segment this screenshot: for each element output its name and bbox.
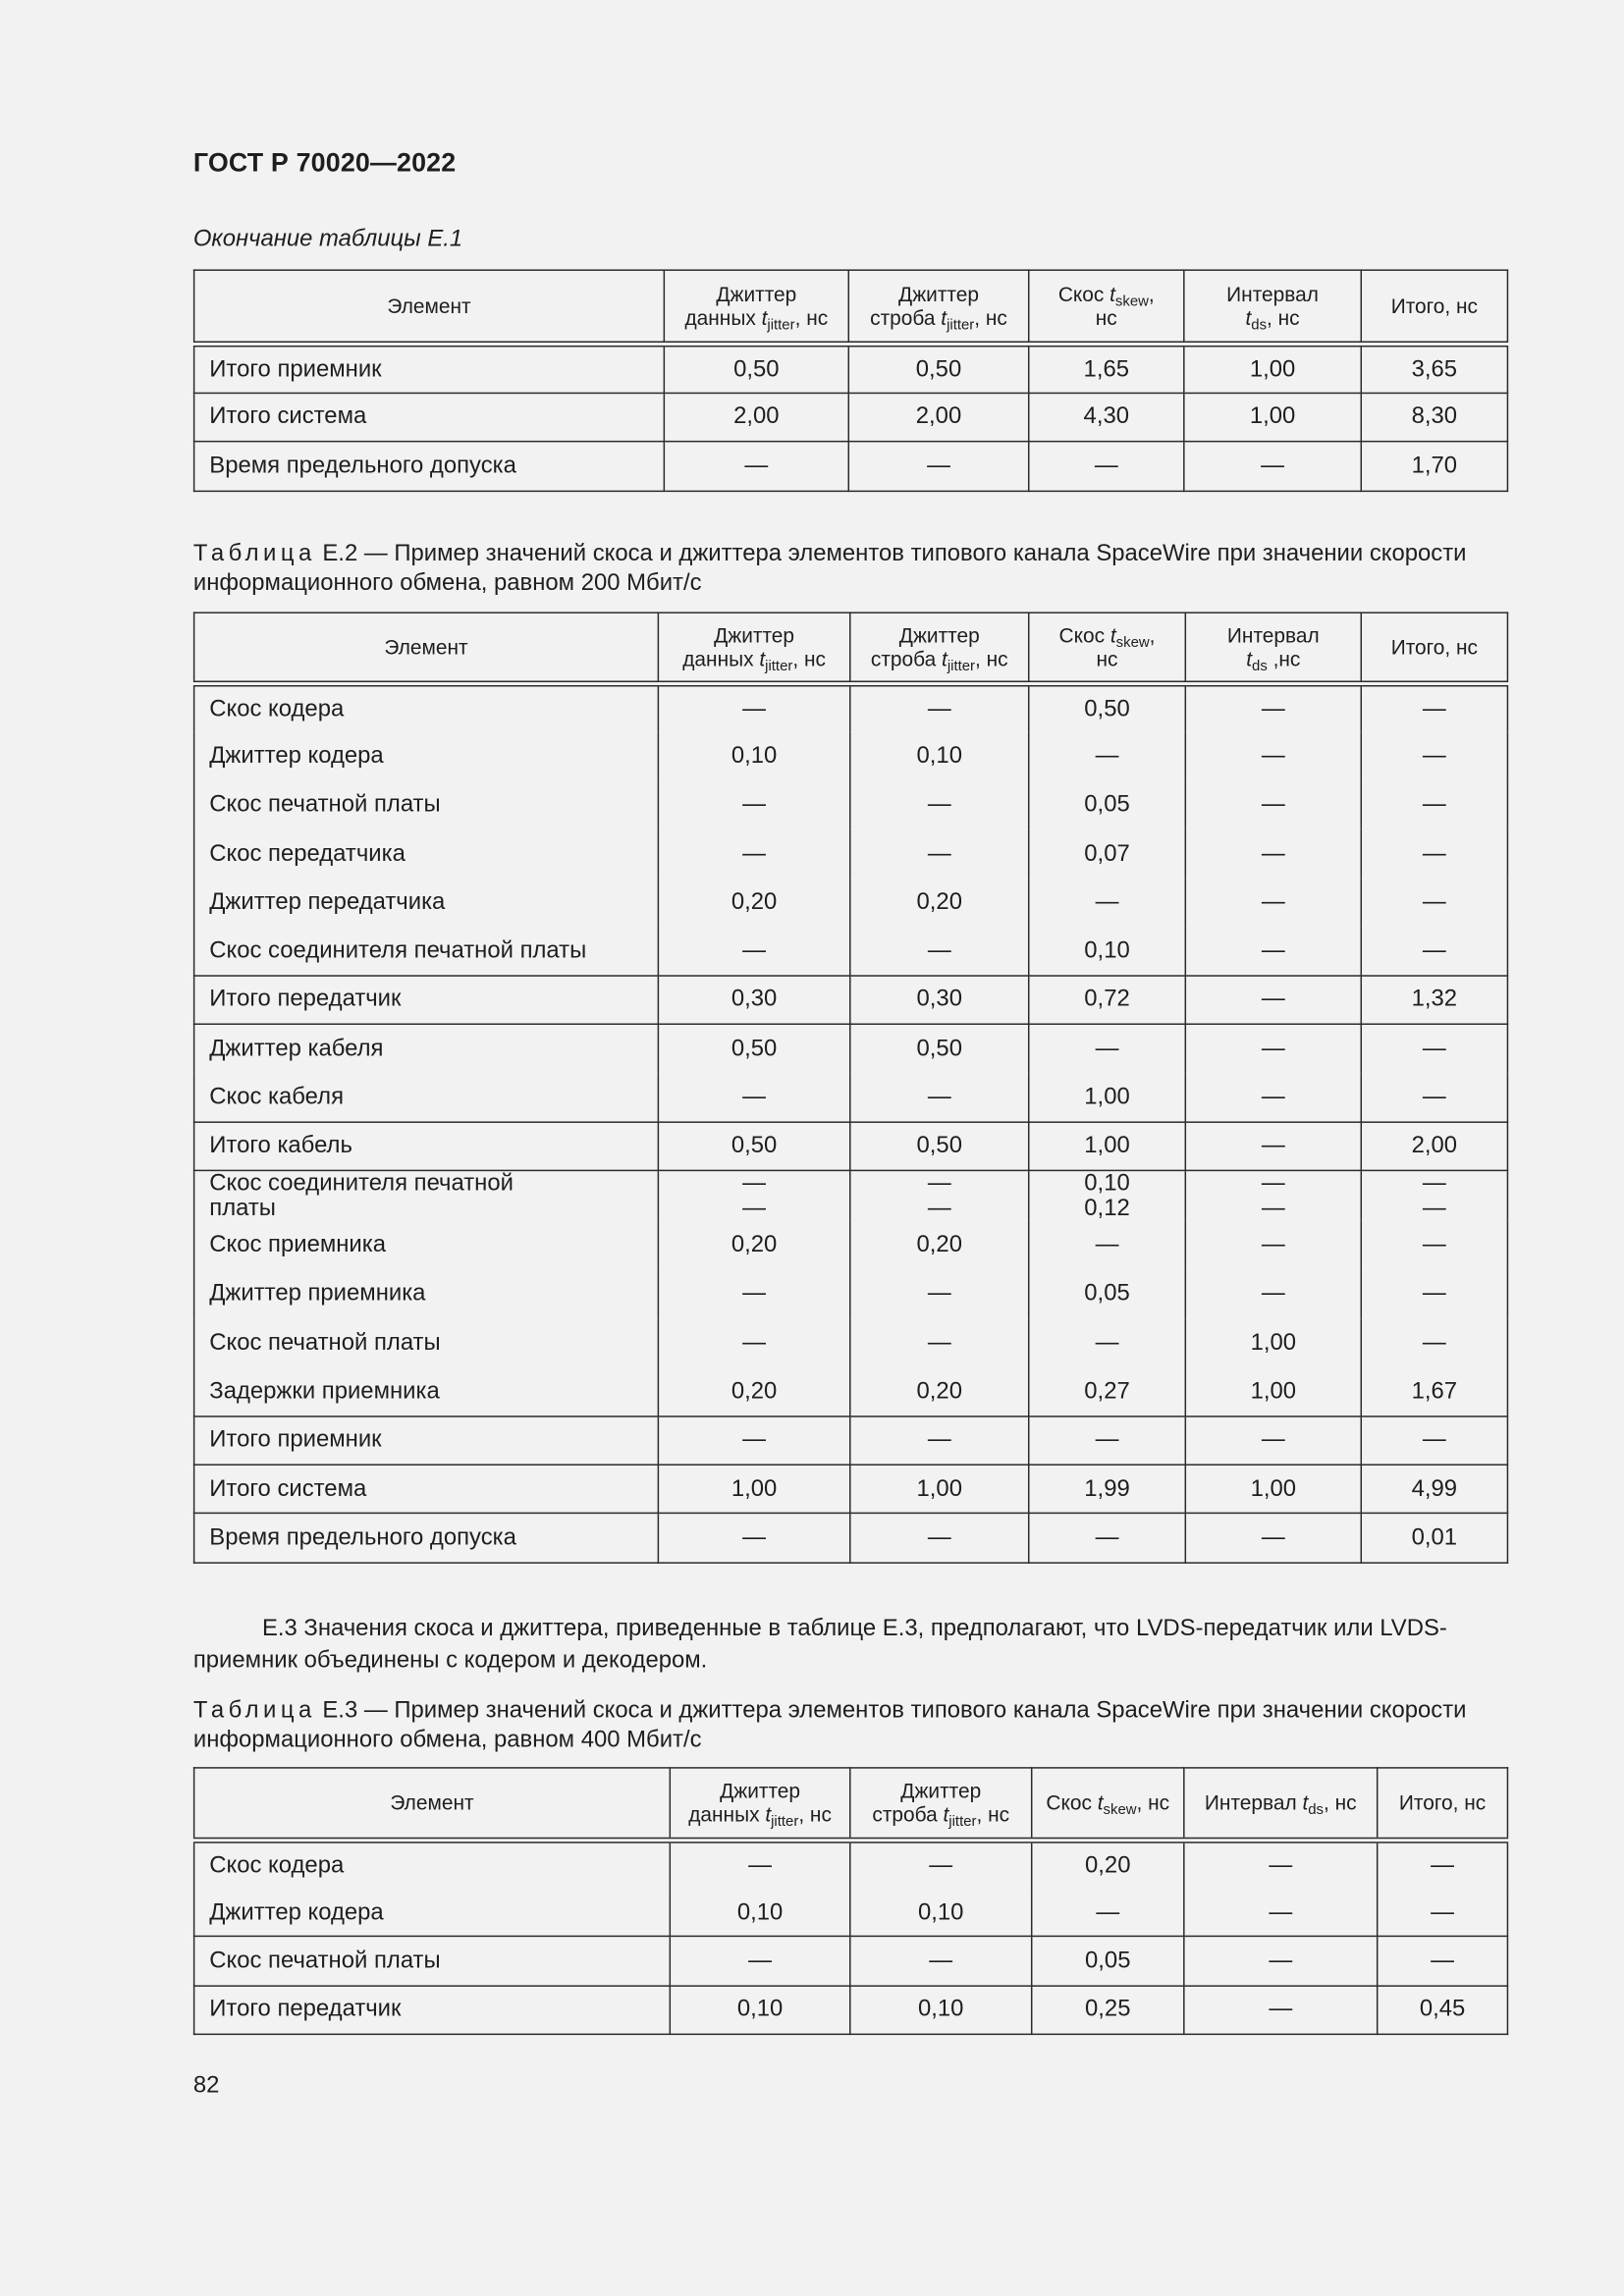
cell-value: 0,01 — [1361, 1514, 1507, 1563]
table-row — [194, 1415, 1508, 1465]
cell-value: — — [850, 1937, 1032, 1985]
table-e3 — [193, 1767, 1508, 2035]
row-label: Скос приемника — [194, 1221, 659, 1270]
cell-value: 0,10 — [850, 1985, 1032, 2033]
cell-value: — — [850, 1840, 1032, 1888]
table-row — [194, 927, 1508, 976]
col-skew: Скос $t_{skew}$, нс — [1032, 1768, 1184, 1840]
cell-value: 1,65 — [1029, 344, 1184, 393]
cell-value: 0,10 — [1029, 927, 1186, 976]
table-row — [194, 393, 1508, 442]
cell-value: — — [1029, 878, 1186, 927]
row-label: Джиттер кодера — [194, 731, 659, 780]
cell-value: 2,00 — [1361, 1122, 1507, 1171]
table-row — [194, 1269, 1508, 1318]
cell-value: 3,65 — [1361, 344, 1507, 393]
cell-value: — — [850, 1318, 1029, 1367]
row-label: Итого приемник — [194, 344, 665, 393]
cell-value: 0,72 — [1029, 976, 1186, 1025]
cell-value: — — [658, 1415, 849, 1465]
table-e1-end — [193, 269, 1508, 491]
row-label: Задержки приемника — [194, 1367, 659, 1416]
col-element: Элемент — [194, 1768, 671, 1840]
row-label: Скос кодера — [194, 683, 659, 732]
cell-value: — — [1184, 1985, 1378, 2033]
cell-value: — — [1184, 442, 1361, 491]
cell-value: — — [1378, 1888, 1508, 1936]
cell-value: — — [1361, 1073, 1507, 1122]
row-label: Итого система — [194, 1465, 659, 1514]
cell-value: 1,00 — [1185, 1367, 1361, 1416]
cell-value: — — [1032, 1888, 1184, 1936]
row-label: Скос соединителя печатной платы — [194, 927, 659, 976]
cell-value: — — [1361, 927, 1507, 976]
cell-value: 1,00 — [1185, 1465, 1361, 1514]
col-jitter-data: Джиттер данных $t_{jitter}$, нс — [658, 613, 849, 683]
cell-value: 0,50 — [1029, 683, 1186, 732]
cell-value: — — [850, 1514, 1029, 1563]
cell-value: 0,20 — [850, 1221, 1029, 1270]
cell-value: 1,00 — [1029, 1073, 1186, 1122]
cell-value: 0,50 — [658, 1024, 849, 1073]
cell-value: — — [1185, 1024, 1361, 1073]
document-id: ГОСТ Р 70020—2022 — [192, 147, 457, 178]
table-header-row — [194, 270, 1508, 344]
table-row — [194, 1318, 1508, 1367]
table-e3-caption: Таблица Е.3 — Пример значений скоса и джиттера элементов типового канала SpaceWire при значении скорости информационного обмена, равном 400 Мбит/с — [192, 1698, 1467, 1753]
col-jitter-data: Джиттер данных $t_{jitter}$, нс — [664, 270, 848, 344]
row-label: Итого кабель — [194, 1122, 659, 1171]
cell-value: — — [1029, 731, 1186, 780]
cell-value: 0,10 — [670, 1985, 849, 2033]
cell-value: — — [1184, 1937, 1378, 1985]
cell-value: 1,67 — [1361, 1367, 1507, 1416]
cell-value: 1,70 — [1361, 442, 1507, 491]
cell-value: — — [1029, 1221, 1186, 1270]
cell-value: — — [670, 1840, 849, 1888]
table-row — [194, 683, 1508, 732]
row-label: Итого система — [194, 393, 665, 442]
cell-value: — — [1185, 1221, 1361, 1270]
cell-value: 0,20 — [658, 1221, 849, 1270]
cell-value: 0,30 — [850, 976, 1029, 1025]
row-label: Джиттер кабеля — [194, 1024, 659, 1073]
cell-value: 0,10 — [670, 1888, 849, 1936]
cell-value: 0,07 — [1029, 829, 1186, 879]
cell-value: — — [1029, 1514, 1186, 1563]
cell-value: — — [1184, 1840, 1378, 1888]
row-label: Скос кодера — [194, 1840, 671, 1888]
table-row — [194, 1024, 1508, 1073]
table-row — [194, 976, 1508, 1025]
cell-value: 0,50 — [848, 344, 1028, 393]
cell-value: 1,99 — [1029, 1465, 1186, 1514]
cell-value: — — [670, 1937, 849, 1985]
col-skew: Скос $t_{skew}$, нс — [1029, 270, 1184, 344]
cell-value: — — [1029, 1024, 1186, 1073]
table-continuation-caption: Окончание таблицы Е.1 — [192, 227, 463, 252]
cell-value: — — — [1185, 1170, 1361, 1220]
cell-value: 0,10 — [850, 731, 1029, 780]
table-row — [194, 731, 1508, 780]
table-row — [194, 1170, 1508, 1220]
cell-value: — — [1185, 1073, 1361, 1122]
cell-value: — — [850, 780, 1029, 829]
cell-value: 0,50 — [850, 1122, 1029, 1171]
col-jitter-strobe: Джиттер строба $t_{jitter}$, нс — [848, 270, 1028, 344]
table-e2-caption: Таблица Е.2 — Пример значений скоса и джиттера элементов типового канала SpaceWire при значении скорости информационного обмена, равном 200 Мбит/с — [192, 541, 1467, 597]
row-label: Время предельного допуска — [194, 1514, 659, 1563]
cell-value: — — [1184, 1888, 1378, 1936]
col-jitter-strobe: Джиттер строба $t_{jitter}$, нс — [850, 1768, 1032, 1840]
table-row — [194, 1985, 1508, 2033]
cell-value: — — [658, 829, 849, 879]
cell-value: — — [1378, 1937, 1508, 1985]
cell-value: 0,25 — [1032, 1985, 1184, 2033]
table-row — [194, 1937, 1508, 1985]
table-header-row — [194, 1768, 1508, 1840]
cell-value: 1,00 — [1184, 344, 1361, 393]
cell-value: — — [1185, 1514, 1361, 1563]
row-label: Итого передатчик — [194, 976, 659, 1025]
cell-value: — — [1361, 1415, 1507, 1465]
col-total: Итого, нс — [1361, 613, 1507, 683]
cell-value: — — — [1361, 1170, 1507, 1220]
cell-value: — — — [850, 1170, 1029, 1220]
cell-value: 1,32 — [1361, 976, 1507, 1025]
table-row — [194, 878, 1508, 927]
cell-value: 0,10 — [850, 1888, 1032, 1936]
row-label: Скос кабеля — [194, 1073, 659, 1122]
cell-value: 1,00 — [1185, 1318, 1361, 1367]
row-label: Скос передатчика — [194, 829, 659, 879]
page-number: 82 — [192, 2072, 220, 2099]
cell-value: — — [1361, 829, 1507, 879]
cell-value: — — [850, 683, 1029, 732]
table-row — [194, 1465, 1508, 1514]
cell-value: 1,00 — [1184, 393, 1361, 442]
cell-value: — — [658, 683, 849, 732]
cell-value: — — [1361, 683, 1507, 732]
table-row — [194, 1122, 1508, 1171]
cell-value: — — [850, 1415, 1029, 1465]
cell-value: 0,10 — [658, 731, 849, 780]
cell-value: 1,00 — [658, 1465, 849, 1514]
row-label: Скос печатной платы — [194, 1318, 659, 1367]
cell-value: 0,20 — [850, 878, 1029, 927]
cell-value: — — [1361, 780, 1507, 829]
cell-value: 0,20 — [658, 1367, 849, 1416]
cell-value: — — [1361, 1024, 1507, 1073]
cell-value: 1,00 — [1029, 1122, 1186, 1171]
cell-value: 0,30 — [658, 976, 849, 1025]
cell-value: — — [1185, 1415, 1361, 1465]
col-jitter-data: Джиттер данных $t_{jitter}$, нс — [670, 1768, 849, 1840]
cell-value: — — [850, 1269, 1029, 1318]
table-e2 — [193, 612, 1508, 1563]
row-label: Скос печатной платы — [194, 1937, 671, 1985]
table-row — [194, 1221, 1508, 1270]
cell-value: — — [664, 442, 848, 491]
cell-value: — — [848, 442, 1028, 491]
table-header-row — [194, 613, 1508, 683]
cell-value: — — [1361, 1318, 1507, 1367]
cell-value: 0,10 0,12 — [1029, 1170, 1186, 1220]
cell-value: 0,05 — [1032, 1937, 1184, 1985]
col-total: Итого, нс — [1378, 1768, 1508, 1840]
table-row — [194, 1073, 1508, 1122]
col-jitter-strobe: Джиттер строба $t_{jitter}$, нс — [850, 613, 1029, 683]
cell-value: — — [1185, 780, 1361, 829]
table-row — [194, 442, 1508, 491]
cell-value: — — [1029, 1415, 1186, 1465]
cell-value: 0,27 — [1029, 1367, 1186, 1416]
cell-value: 2,00 — [848, 393, 1028, 442]
cell-value: — — [658, 1073, 849, 1122]
col-element: Элемент — [194, 270, 665, 344]
cell-value: 0,45 — [1378, 1985, 1508, 2033]
col-interval: Интервал $t_{ds}$, нс — [1184, 1768, 1378, 1840]
cell-value: 4,99 — [1361, 1465, 1507, 1514]
row-label: Итого приемник — [194, 1415, 659, 1465]
cell-value: — — [1185, 683, 1361, 732]
table-row — [194, 780, 1508, 829]
col-interval: Интервал $t_{ds}$, нс — [1184, 270, 1361, 344]
cell-value: — — [658, 927, 849, 976]
row-label: Время предельного допуска — [194, 442, 665, 491]
cell-value: — — [1361, 1221, 1507, 1270]
cell-value: — — — [658, 1170, 849, 1220]
table-row — [194, 1514, 1508, 1563]
cell-value: 4,30 — [1029, 393, 1184, 442]
cell-value: — — [1185, 927, 1361, 976]
row-label: Скос печатной платы — [194, 780, 659, 829]
table-row — [194, 1888, 1508, 1936]
cell-value: — — [658, 1269, 849, 1318]
cell-value: — — [1361, 731, 1507, 780]
cell-value: — — [658, 1514, 849, 1563]
col-total: Итого, нс — [1361, 270, 1507, 344]
cell-value: 0,50 — [850, 1024, 1029, 1073]
cell-value: — — [1029, 442, 1184, 491]
cell-value: 0,20 — [850, 1367, 1029, 1416]
cell-value: 0,05 — [1029, 1269, 1186, 1318]
row-label: Джиттер кодера — [194, 1888, 671, 1936]
cell-value: — — [850, 1073, 1029, 1122]
cell-value: 2,00 — [664, 393, 848, 442]
row-label: Итого передатчик — [194, 1985, 671, 2033]
col-interval: Интервал $t_{ds}$ ,нс — [1185, 613, 1361, 683]
cell-value: — — [1029, 1318, 1186, 1367]
cell-value: — — [1185, 976, 1361, 1025]
row-label: Джиттер передатчика — [194, 878, 659, 927]
row-label: Скос соединителя печатной платы — [194, 1170, 659, 1220]
col-element: Элемент — [194, 613, 659, 683]
cell-value: — — [658, 1318, 849, 1367]
cell-value: — — [850, 927, 1029, 976]
cell-value: — — [1185, 731, 1361, 780]
cell-value: 0,20 — [658, 878, 849, 927]
cell-value: — — [1378, 1840, 1508, 1888]
paragraph-e3: Е.3 Значения скоса и джиттера, приведенные в таблице Е.3, предполагают, что LVDS-передатчик или LVDS-приемник объединены с кодером и декодером. — [192, 1616, 1447, 1674]
row-label: Джиттер приемника — [194, 1269, 659, 1318]
cell-value: — — [1361, 878, 1507, 927]
table-row — [194, 344, 1508, 393]
cell-value: 1,00 — [850, 1465, 1029, 1514]
cell-value: — — [1361, 1269, 1507, 1318]
col-skew: Скос $t_{skew}$, нс — [1029, 613, 1186, 683]
cell-value: 0,05 — [1029, 780, 1186, 829]
table-row — [194, 1367, 1508, 1416]
table-row — [194, 829, 1508, 879]
cell-value: 0,50 — [658, 1122, 849, 1171]
cell-value: — — [658, 780, 849, 829]
cell-value: 0,50 — [664, 344, 848, 393]
table-row — [194, 1840, 1508, 1888]
cell-value: — — [850, 829, 1029, 879]
cell-value: — — [1185, 1269, 1361, 1318]
cell-value: 0,20 — [1032, 1840, 1184, 1888]
cell-value: — — [1185, 878, 1361, 927]
cell-value: — — [1185, 829, 1361, 879]
cell-value: 8,30 — [1361, 393, 1507, 442]
cell-value: — — [1185, 1122, 1361, 1171]
